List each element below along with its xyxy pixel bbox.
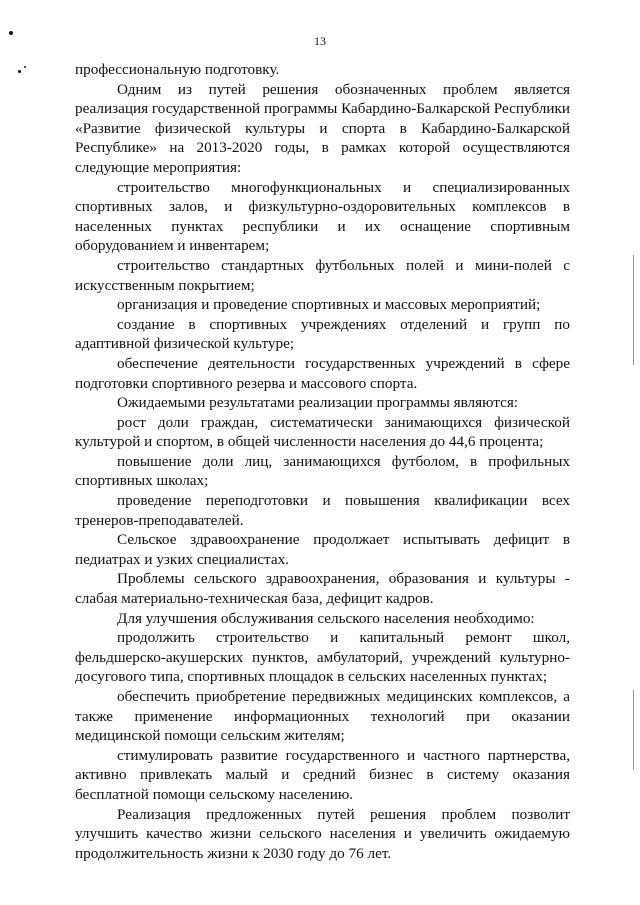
paragraph: создание в спортивных учреждениях отделений и групп по адаптивной физической культуре; (75, 315, 570, 353)
scan-artifact-dot (24, 66, 26, 68)
document-body (75, 60, 570, 863)
paragraph: организация и проведение спортивных и массовых мероприятий; (117, 296, 541, 314)
paragraph: проведение переподготовки и повышения квалификации всех тренеров-преподавателей. (75, 492, 570, 529)
paragraph: Для улучшения обслуживания сельского населения необходимо: (117, 609, 535, 627)
scan-margin-line (633, 690, 634, 770)
paragraph: Ожидаемыми результатами реализации программы являются: (117, 394, 519, 412)
paragraph: строительство стандартных футбольных полей и мини-полей с искусственным покрытием; (75, 256, 570, 294)
paragraph: рост доли граждан, систематически занимающихся физической культурой и спортом, в общей численности населения до 44,6 процента; (75, 413, 570, 451)
paragraph: повышение доли лиц, занимающихся футболом, в профильных спортивных школах; (75, 452, 570, 490)
paragraph: строительство многофункциональных и специализированных спортивных залов, и физкультурно-оздоровительных комплексов в населенных пунктах республики и их оснащение спортивным оборудованием и инвентарем; (75, 178, 570, 255)
scan-artifact-dot (18, 70, 21, 73)
paragraph: обеспечение деятельности государственных учреждений в сфере подготовки спортивного резерва и массового спорта. (75, 354, 570, 392)
scan-margin-line (633, 255, 634, 365)
paragraph: профессиональную подготовку. (75, 61, 280, 78)
paragraph: Проблемы сельского здравоохранения, образования и культуры - слабая материально-техническая база, дефицит кадров. (75, 570, 570, 608)
paragraph: стимулировать развитие государственного и частного партнерства, активно привлекать малый и средний бизнес в систему оказания бесплатной помощи сельскому населению. (75, 746, 570, 803)
paragraph: продолжить строительство и капитальный ремонт школ, фельдшерско-акушерских пунктов, амбулаторий, учреждений культурно-досугового типа, спортивных площадок в сельских населенных пунктах; (75, 629, 570, 686)
paragraph: Реализация предложенных путей решения проблем позволит улучшить качество жизни сельского населения и увеличить ожидаемую продолжительность жизни к 2030 году до 76 лет. (75, 805, 570, 862)
paragraph: Сельское здравоохранение продолжает испытывать дефицит в педиатрах и узких специалистах. (75, 531, 570, 568)
paragraph: Одним из путей решения обозначенных проблем является реализация государственной программы Кабардино-Балкарской Республики «Развитие физической культуры и спорта в Кабардино-Балкарской Республике» на 2013-2020 годы, в рамках которой осуществляются следующие мероприятия: (75, 80, 570, 176)
page-number: 13 (314, 34, 326, 48)
paragraph: обеспечить приобретение передвижных медицинских комплексов, а также применение информационных технологий при оказании медицинской помощи сельским жителям; (75, 688, 570, 745)
